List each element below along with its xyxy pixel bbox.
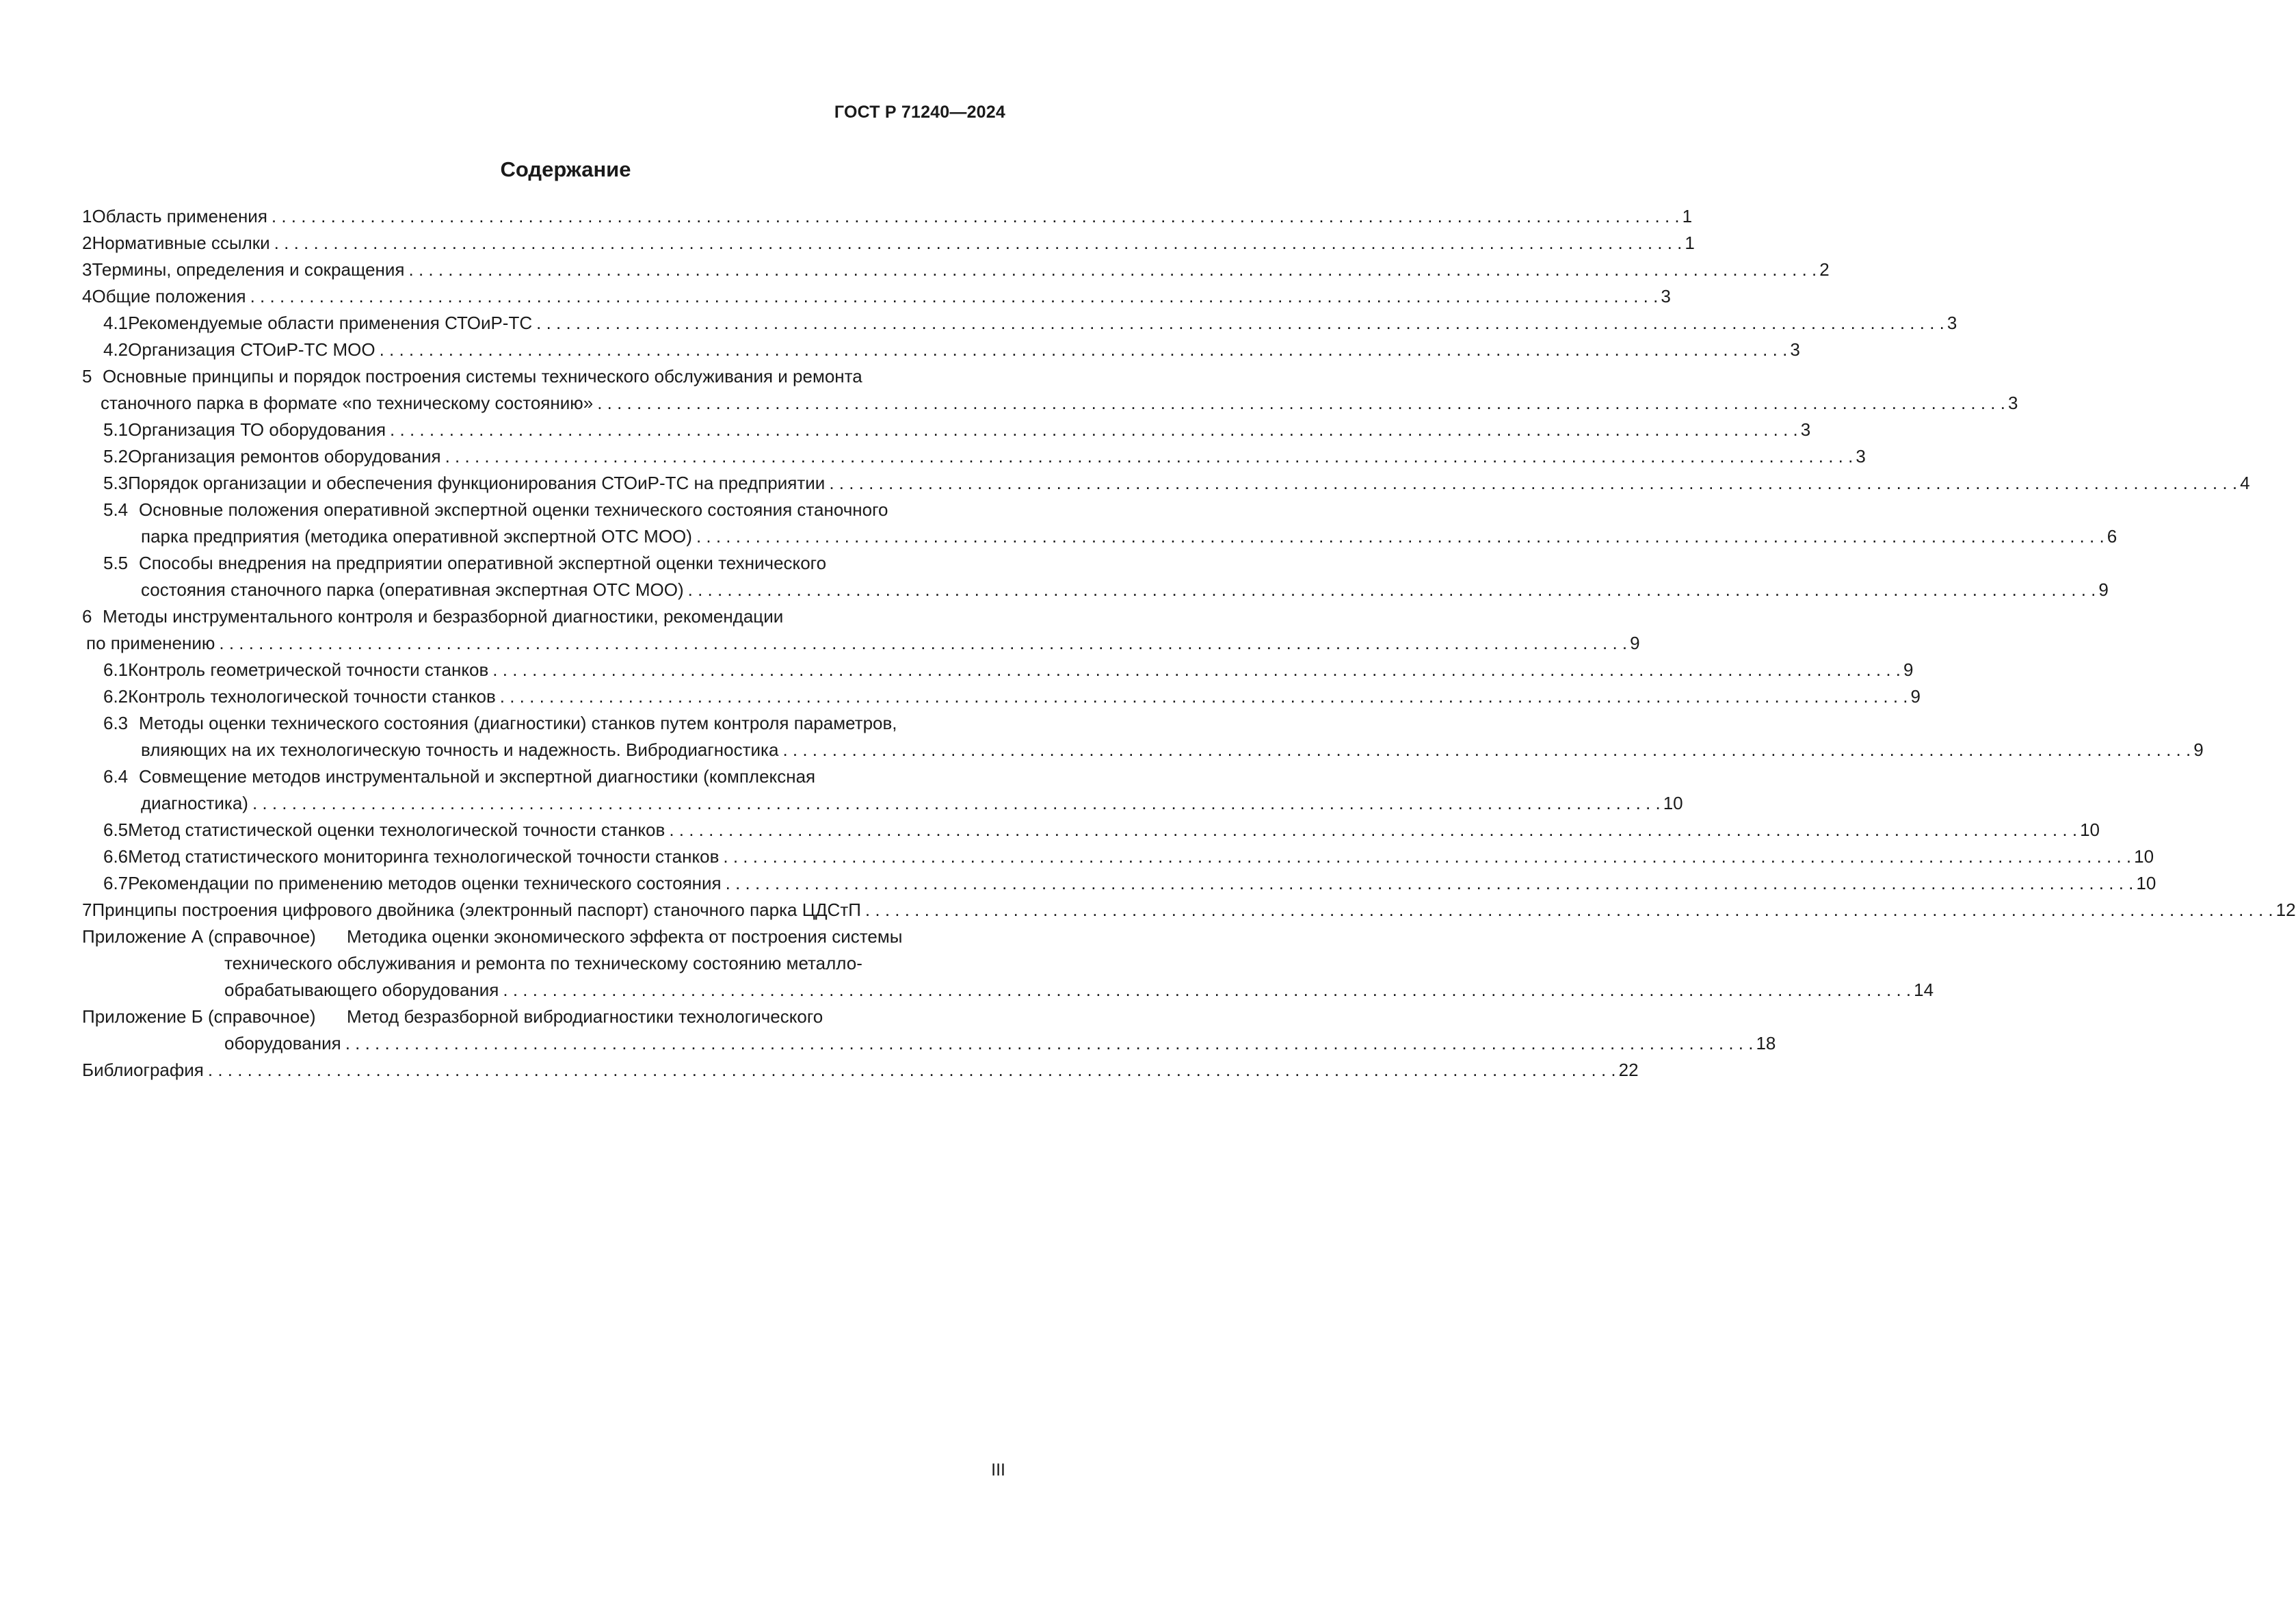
dot-leader [696,523,2104,550]
appendix-label: Приложение Б (справочное) [82,1006,316,1027]
toc-page: 2 [1819,259,1830,280]
toc-appendix-continuation[interactable] [82,950,1005,977]
toc-entry[interactable] [82,283,1671,310]
page-title: Содержание [500,157,631,181]
toc-entry-continuation[interactable] [82,630,1640,657]
toc-page: 3 [1661,286,1671,306]
appendix-title-cont: оборудования [224,1033,341,1053]
toc-entry[interactable] [82,337,1800,363]
toc-entry[interactable] [82,870,2156,897]
toc-page: 9 [2193,739,2204,760]
toc-entry[interactable] [82,683,1921,710]
toc-number: 4.1 [103,313,129,333]
dot-leader [688,577,2096,603]
toc-page: 1 [1682,206,1693,226]
toc-page: 9 [1630,633,1640,653]
toc-page: 9 [1910,686,1921,707]
toc-page: 12 [2275,900,2296,920]
toc-entry[interactable] [82,710,1005,737]
toc-appendix-entry[interactable] [82,923,1005,950]
toc-number: 6.6 [103,846,129,867]
toc-title: Совмещение методов инструментальной и экспертной диагностики (комплексная [139,766,816,787]
toc-number: 5 [82,366,92,386]
toc-entry-continuation[interactable] [82,737,2204,763]
toc-title: Метод статистического мониторинга технологической точности станков [128,846,720,867]
toc-appendix-continuation[interactable] [82,1030,1776,1057]
dot-leader [503,977,1911,1004]
toc-number: 2 [82,233,92,253]
toc-title: Организация СТОиР-ТС МОО [128,339,375,360]
toc-entry[interactable] [82,817,2100,843]
bibliography-title: Библиография [82,1060,204,1080]
dot-leader [274,230,1683,257]
toc-title: Термины, определения и сокращения [92,259,405,280]
toc-title: Организация ремонтов оборудования [128,446,441,467]
dot-leader [669,817,2077,843]
dot-leader [390,417,1798,443]
dot-leader [250,283,1659,310]
dot-leader [219,630,1627,657]
appendix-title: Методика оценки экономического эффекта от построения системы [347,926,903,947]
toc-title: Метод статистической оценки технологической точности станков [128,819,665,840]
toc-number: 6.1 [103,659,129,680]
toc-page: 3 [2007,393,2018,413]
toc-entry[interactable] [82,257,1830,283]
toc-number: 5.1 [103,419,129,440]
toc-number: 5.3 [103,473,129,493]
toc-number: 6.5 [103,819,129,840]
toc-page: 3 [1800,419,1811,440]
page-number: III [991,1460,1005,1480]
toc-page: 9 [1903,659,1914,680]
toc-title: Рекомендуемые области применения СТОиР-ТС [128,313,533,333]
toc-entry[interactable] [82,310,1957,337]
toc-title-cont: станочного парка в формате «по техническому состоянию» [101,393,594,413]
toc-entry[interactable] [82,470,2250,497]
toc-title: Основные принципы и порядок построения системы технического обслуживания и ремонта [103,366,862,386]
toc-bibliography-entry[interactable] [82,1057,1639,1084]
toc-page: 10 [2136,873,2156,893]
toc-appendix-entry[interactable] [82,1004,1005,1030]
toc-entry[interactable] [82,603,1005,630]
dot-leader [445,443,1853,470]
toc-entry[interactable] [82,550,1005,577]
toc-number: 4 [82,286,92,306]
toc-title: Способы внедрения на предприятии оперативной экспертной оценки технического [139,553,827,573]
toc-title-cont: по применению [86,633,215,653]
document-code: ГОСТ Р 71240—2024 [834,103,1005,122]
toc-page: 3 [1856,446,1866,467]
toc-entry[interactable] [82,843,2154,870]
toc-page: 9 [2098,579,2109,600]
toc-number: 1 [82,206,92,226]
toc-title-cont: состояния станочного парка (оперативная экспертная ОТС МОО) [141,579,684,600]
dot-leader [536,310,1944,337]
dot-leader [345,1030,1754,1057]
toc-appendix-continuation[interactable] [82,977,1934,1004]
toc-page: 14 [1914,980,1934,1000]
toc-title: Принципы построения цифрового двойника (электронный паспорт) станочного парка ЦДСтП [92,900,861,920]
dot-leader [500,683,1908,710]
toc-title-cont: парка предприятия (методика оперативной экспертной ОТС МОО) [141,526,692,547]
toc-number: 5.5 [103,553,129,573]
toc-number: 5.4 [103,499,129,520]
dot-leader [492,657,1901,683]
toc-page: 4 [2240,473,2250,493]
toc-title: Методы инструментального контроля и безразборной диагностики, рекомендации [103,606,784,627]
toc-page: 18 [1756,1033,1776,1053]
toc-page: 3 [1947,313,1957,333]
dot-leader [782,737,2191,763]
toc-title: Организация ТО оборудования [128,419,386,440]
toc-title: Контроль технологической точности станков [128,686,496,707]
dot-leader [723,843,2131,870]
toc-number: 3 [82,259,92,280]
toc-entry-continuation[interactable] [82,790,1683,817]
toc-page: 22 [1618,1060,1639,1080]
appendix-title-cont: обрабатывающего оборудования [224,980,499,1000]
toc-title: Порядок организации и обеспечения функционирования СТОиР-ТС на предприятии [128,473,826,493]
dot-leader [380,337,1788,363]
toc-entry-continuation[interactable] [82,390,2018,417]
toc-number: 7 [82,900,92,920]
toc-number: 6.7 [103,873,129,893]
dot-leader [252,790,1661,817]
toc-number: 6.2 [103,686,129,707]
table-of-contents [82,203,2296,1084]
toc-entry[interactable] [82,443,1866,470]
appendix-title: Метод безразборной вибродиагностики технологического [347,1006,823,1027]
toc-page: 10 [1663,793,1683,813]
toc-page: 10 [2134,846,2154,867]
toc-entry[interactable] [82,203,1693,230]
appendix-title-cont: технического обслуживания и ремонта по техническому состоянию металло- [224,953,862,973]
toc-number: 4.2 [103,339,129,360]
dot-leader [597,390,2005,417]
toc-page: 10 [2080,819,2100,840]
dot-leader [865,897,2273,923]
toc-entry-continuation[interactable] [82,577,2109,603]
toc-entry[interactable] [82,897,2296,923]
toc-title: Нормативные ссылки [92,233,270,253]
toc-title-cont: диагностика) [141,793,248,813]
toc-entry[interactable] [82,417,1811,443]
toc-title: Контроль геометрической точности станков [128,659,489,680]
toc-entry[interactable] [82,230,1695,257]
toc-entry[interactable] [82,657,1914,683]
toc-page: 6 [2107,526,2117,547]
dot-leader [726,870,2134,897]
toc-number: 5.2 [103,446,129,467]
toc-page: 1 [1685,233,1695,253]
toc-title-cont: влияющих на их технологическую точность и надежность. Вибродиагностика [141,739,779,760]
toc-entry[interactable] [82,763,1005,790]
toc-number: 6.3 [103,713,129,733]
dot-leader [272,203,1680,230]
dot-leader [208,1057,1616,1084]
toc-title: Основные положения оперативной экспертной оценки технического состояния станочного [139,499,888,520]
toc-title: Методы оценки технического состояния (диагностики) станков путем контроля параметров, [139,713,897,733]
toc-number: 6 [82,606,92,627]
toc-title: Область применения [92,206,267,226]
toc-entry[interactable] [82,497,1005,523]
toc-entry-continuation[interactable] [82,523,2117,550]
toc-title: Рекомендации по применению методов оценки технического состояния [128,873,722,893]
toc-title: Общие положения [92,286,246,306]
toc-entry[interactable] [82,363,1005,390]
toc-page: 3 [1790,339,1800,360]
dot-leader [409,257,1817,283]
dot-leader [829,470,2237,497]
toc-number: 6.4 [103,766,129,787]
appendix-label: Приложение А (справочное) [82,926,316,947]
